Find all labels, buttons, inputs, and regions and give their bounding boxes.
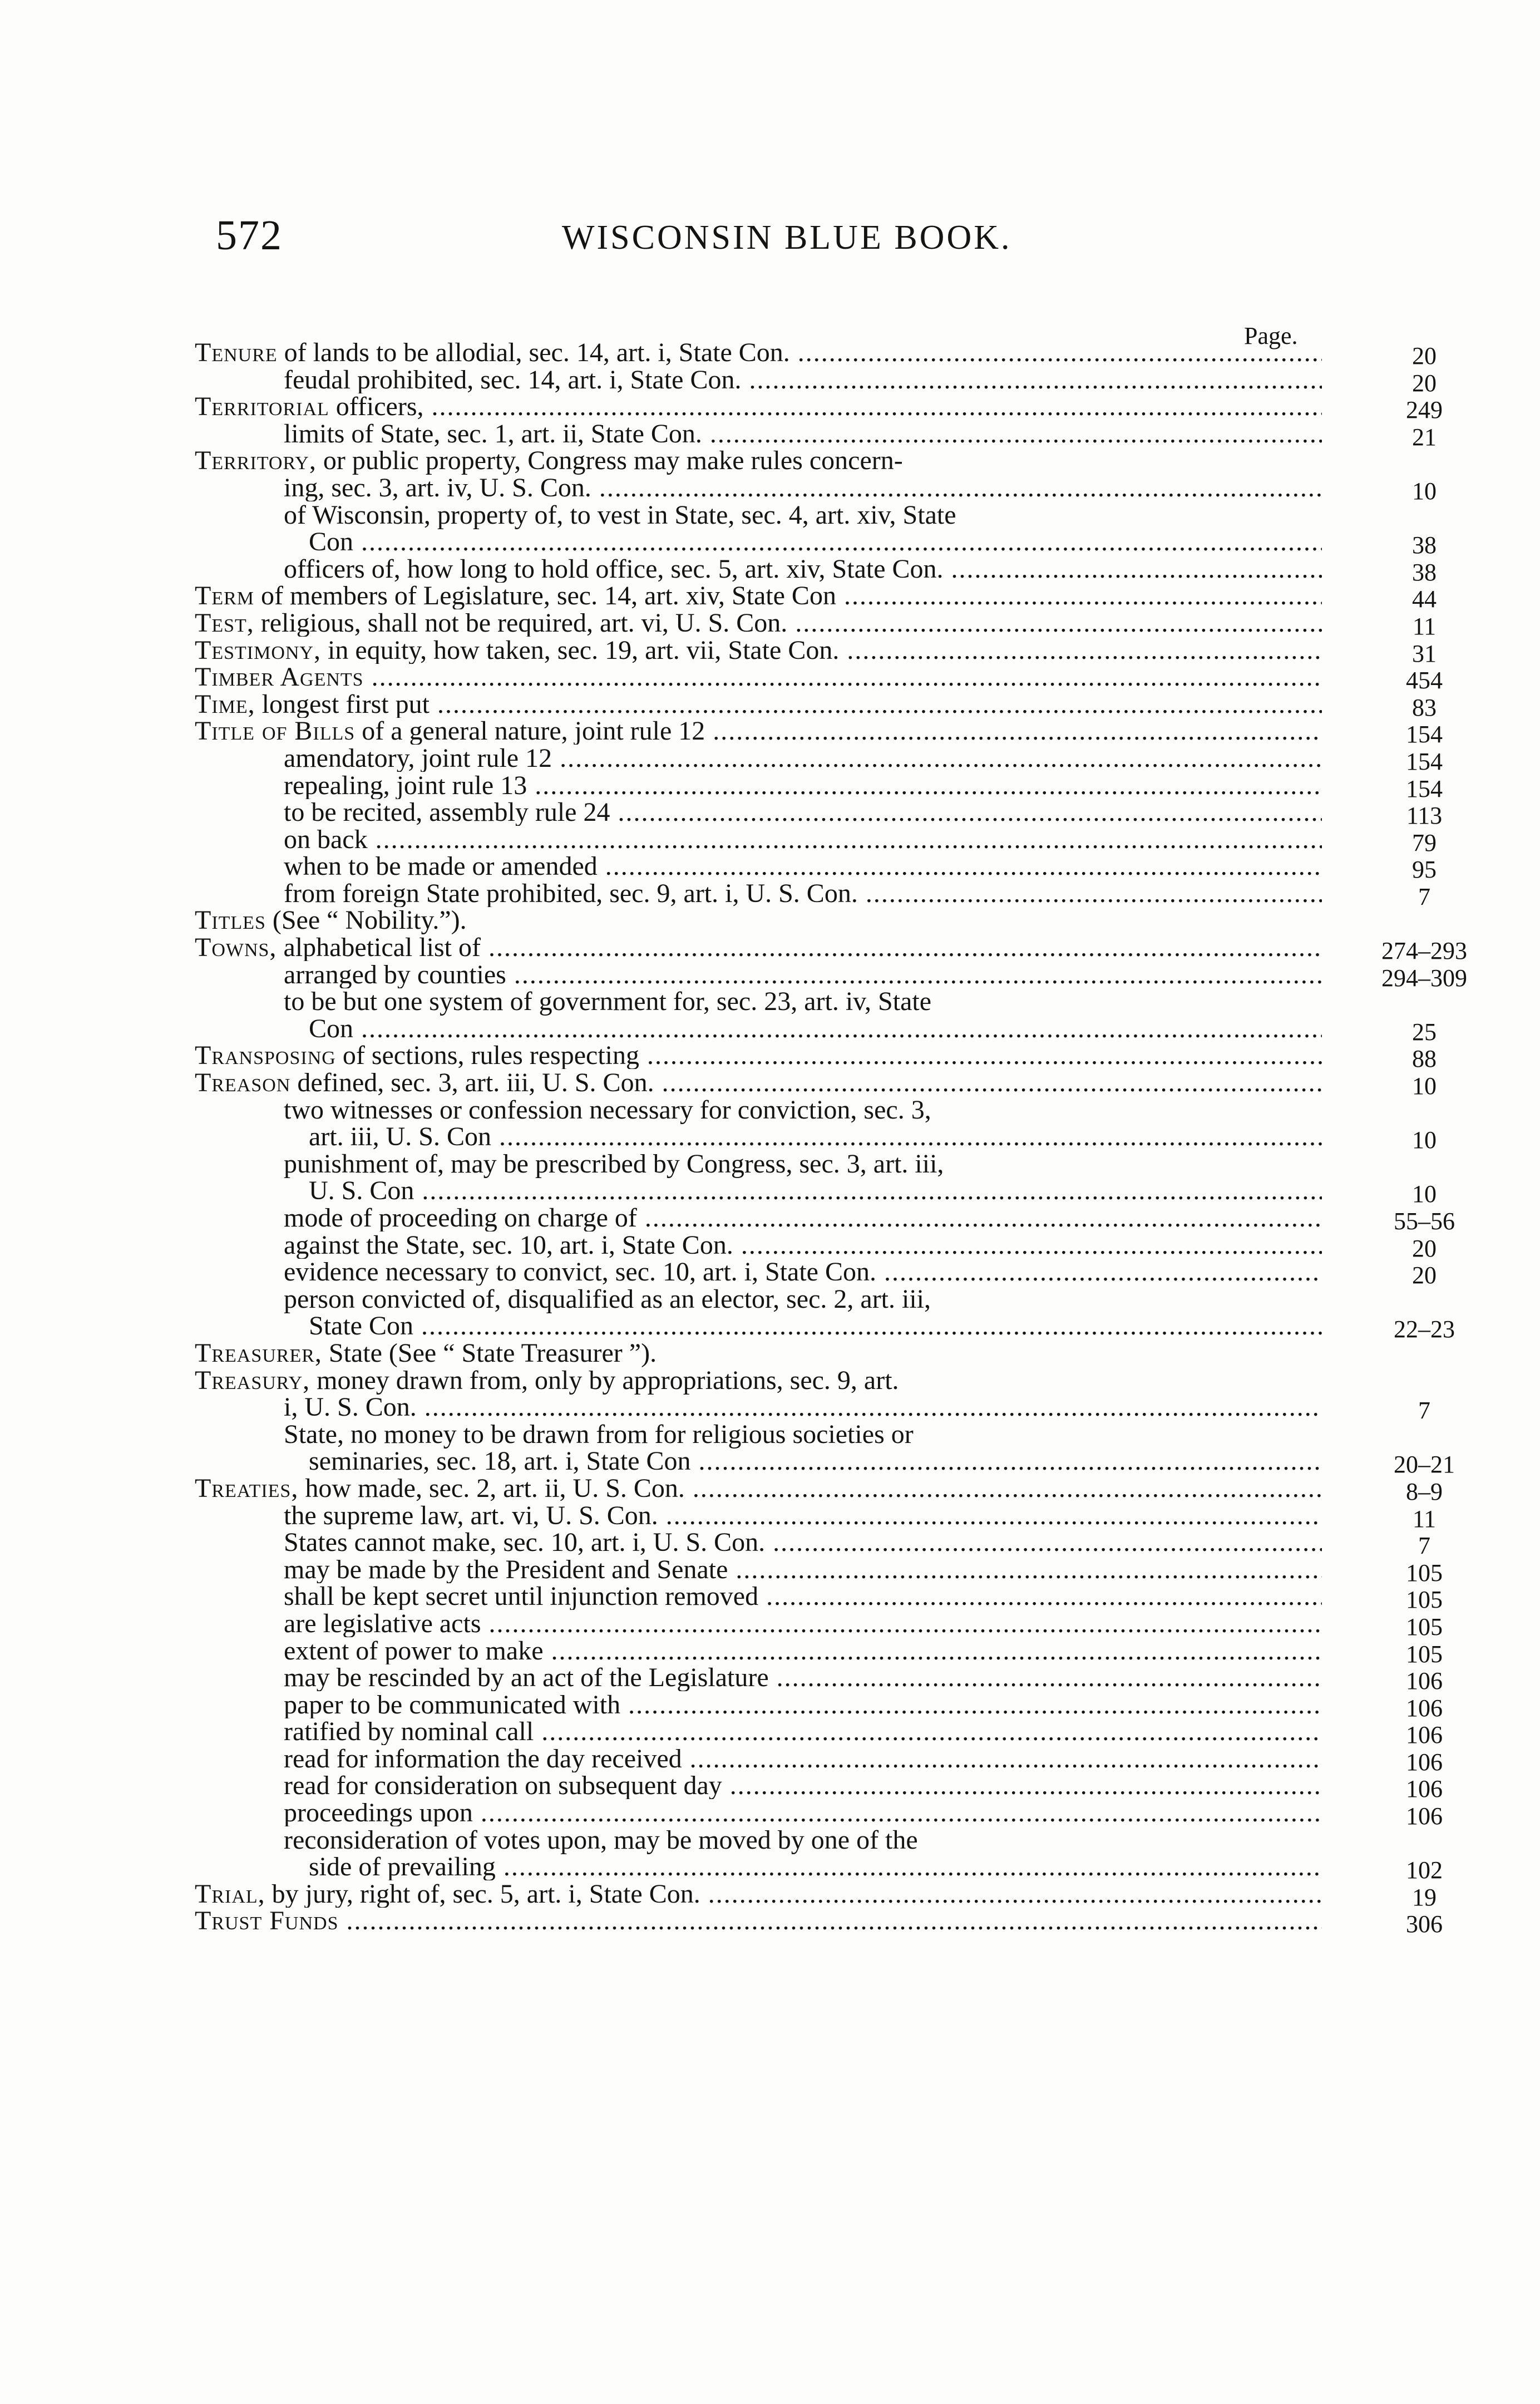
entry-line [195,1340,1322,1367]
entry-line [195,1178,1437,1208]
entry-heading: Test, [195,609,254,637]
page-reference: 22–23 [1394,1316,1455,1343]
index-entry [195,907,1322,934]
entry-body: shall be kept secret until injunction removed [284,1583,759,1610]
entry-line [195,664,1443,694]
entry-line [195,502,1322,529]
index-entry [195,880,1430,910]
page-reference: 95 [1412,856,1437,884]
entry-body: Con [309,529,354,556]
page-reference: 79 [1412,829,1437,856]
entry-body: States cannot make, sec. 10, art. i, U. S. Con. [284,1529,766,1556]
page-reference: 294–309 [1381,964,1467,992]
entry-text [195,1259,1322,1285]
entry-text [195,1908,1322,1934]
index-list [195,339,1467,1938]
page-reference: 88 [1412,1045,1437,1073]
entry-line [195,799,1443,830]
entry-body: money drawn from, only by appropriations, sec. 9, art. [317,1365,899,1395]
entry-line [195,1015,1437,1046]
page-reference: 454 [1406,667,1443,694]
entry-body: ratified by nominal call [284,1718,534,1746]
entry-text [195,1556,1322,1583]
page-reference: 105 [1406,1613,1443,1641]
page-reference: 38 [1412,531,1437,559]
entry-body: paper to be communicated with [284,1691,621,1718]
index-entry [195,1556,1443,1587]
index-entry [195,1042,1437,1073]
page-reference: 106 [1406,1748,1443,1776]
entry-line [195,826,1437,856]
entry-text [195,339,1322,366]
entry-text [195,1367,1322,1394]
index-entry [195,1231,1437,1262]
entry-line [195,1313,1455,1343]
index-entry [195,664,1443,694]
entry-body: alphabetical list of [283,934,481,962]
entry-heading: Title of Bills [195,718,356,745]
entry-text [195,1827,1322,1854]
entry-heading: Treasurer, [195,1338,322,1368]
page-reference: 106 [1406,1721,1443,1749]
index-entry [195,1691,1443,1722]
entry-text [195,1151,1322,1178]
index-entry [195,1610,1443,1641]
entry-line [195,1367,1322,1395]
entry-line [195,366,1437,397]
index-entry [195,555,1437,586]
entry-text [195,907,1322,934]
entry-heading: Transposing [195,1042,336,1070]
entry-heading: Testimony, [195,637,321,664]
index-entry [195,446,1437,505]
entry-text [195,826,1322,853]
entry-line [195,1475,1443,1505]
entry-body: longest first put [261,691,430,718]
page-reference: 8–9 [1406,1477,1443,1505]
entry-line [195,745,1443,775]
entry-body: or public property, Congress may make rules concern- [323,446,903,476]
entry-line [195,1664,1443,1695]
index-entry [195,1149,1437,1208]
page-reference: 102 [1406,1856,1443,1884]
entry-line [195,1259,1437,1289]
index-entry [195,1745,1443,1776]
index-entry [195,1502,1437,1533]
entry-heading: Treaties, [195,1475,299,1502]
entry-heading: Treason [195,1070,291,1097]
entry-text [195,962,1322,988]
entry-text [195,1772,1322,1799]
page-reference: 105 [1406,1559,1443,1587]
entry-body: side of prevailing [309,1854,496,1881]
entry-body: on back [284,826,368,853]
index-entry [195,718,1443,748]
entry-line [195,1097,1322,1124]
entry-line [195,691,1437,721]
page-reference: 20 [1412,1262,1437,1289]
entry-line [195,934,1467,965]
index-entry [195,366,1437,397]
entry-text [195,1313,1322,1339]
index-entry [195,1664,1443,1695]
entry-body: (See “ Nobility.”). [272,905,467,935]
entry-heading: Titles [195,905,266,935]
entry-body: to be but one system of government for, sec. 23, art. iv, State [284,987,932,1017]
entry-text [195,1692,1322,1718]
entry-text [195,1529,1322,1556]
index-entry [195,1637,1443,1668]
entry-heading: Trial, [195,1880,265,1908]
entry-line [195,339,1437,370]
page-reference: 20 [1412,1234,1437,1262]
entry-heading: Term [195,583,254,610]
page-reference: 38 [1412,558,1437,586]
entry-text [195,1881,1322,1908]
entry-body: ing, sec. 3, art. iv, U. S. Con. [284,474,591,501]
entry-line [195,609,1437,640]
entry-body: by jury, right of, sec. 5, art. i, State Con. [272,1880,700,1908]
index-entry [195,1284,1455,1343]
page-reference: 7 [1418,1532,1430,1560]
entry-line [195,420,1437,451]
index-entry [195,583,1437,613]
entry-body: when to be made or amended [284,853,598,880]
index-entry [195,1583,1443,1614]
entry-body: the supreme law, art. vi, U. S. Con. [284,1502,658,1529]
entry-line [195,880,1430,910]
entry-text [195,853,1322,880]
entry-text [195,1205,1322,1231]
page-reference: 105 [1406,1640,1443,1668]
entry-heading: Territory, [195,446,317,476]
entry-line [195,1394,1430,1425]
entry-body: repealing, joint rule 13 [284,772,527,799]
entry-body: defined, sec. 3, art. iii, U. S. Con. [297,1070,654,1097]
entry-text [195,475,1322,501]
entry-body: officers of, how long to hold office, sec. 5, art. xiv, State Con. [284,555,944,583]
entry-line [195,1718,1443,1749]
entry-line [195,1854,1443,1884]
index-entry [195,772,1443,802]
entry-text [195,691,1322,718]
page-reference: 154 [1406,747,1443,775]
entry-text [195,1042,1322,1069]
index-entry [195,1419,1455,1479]
index-entry [195,826,1437,856]
entry-line [195,1637,1443,1668]
page-reference: 106 [1406,1667,1443,1695]
page-reference: 306 [1406,1910,1443,1938]
entry-text [195,1286,1322,1313]
index-entry [195,987,1437,1046]
page-reference: 83 [1412,693,1437,721]
entry-body: of Wisconsin, property of, to vest in State, sec. 4, art. xiv, State [284,500,956,530]
entry-text [195,1664,1322,1691]
entry-line [195,1800,1443,1830]
entry-text [195,1421,1322,1448]
entry-text [195,1340,1322,1367]
index-entry [195,1825,1443,1884]
entry-text [195,718,1322,745]
page-reference: 25 [1412,1018,1437,1046]
page-reference: 20–21 [1394,1451,1455,1479]
entry-line [195,853,1437,884]
entry-line [195,1772,1443,1803]
entry-body: extent of power to make [284,1637,544,1664]
entry-body: how made, sec. 2, art. ii, U. S. Con. [305,1475,685,1502]
entry-line [195,529,1437,559]
entry-body: mode of proceeding on charge of [284,1205,637,1231]
index-entry [195,1800,1443,1830]
index-entry [195,961,1467,992]
entry-line [195,988,1322,1016]
entry-line [195,1151,1322,1178]
entry-line [195,1583,1443,1614]
entry-text [195,637,1322,664]
entry-body: evidence necessary to convict, sec. 10, art. i, State Con. [284,1259,876,1286]
page-reference: 106 [1406,1694,1443,1722]
page-reference: 274–293 [1381,937,1467,965]
entry-body: are legislative acts [284,1610,481,1637]
entry-body: seminaries, sec. 18, art. i, State Con [309,1448,691,1475]
entry-body: of lands to be allodial, sec. 14, art. i, State Con. [284,339,790,366]
page-reference: 7 [1418,1397,1430,1425]
entry-body: proceedings upon [284,1800,473,1827]
page-reference: 21 [1412,423,1437,451]
entry-text [195,1475,1322,1502]
entry-body: U. S. Con [309,1178,414,1205]
entry-text [195,1610,1322,1637]
entry-body: religious, shall not be required, art. vi, U. S. Con. [260,609,788,637]
entry-body: in equity, how taken, sec. 19, art. vii, State Con. [327,637,840,664]
entry-line [195,1529,1430,1560]
entry-body: Con [309,1015,354,1042]
entry-line [195,1205,1455,1235]
index-entry [195,934,1467,965]
entry-text [195,583,1322,609]
entry-text [195,1718,1322,1745]
index-entry [195,339,1437,370]
index-entry [195,1259,1437,1289]
entry-text [195,1854,1322,1880]
page-reference: 154 [1406,721,1443,748]
index-entry [195,691,1437,721]
entry-body: reconsideration of votes upon, may be moved by one of the [284,1825,918,1855]
page-number: 572 [216,212,283,259]
entry-body: feudal prohibited, sec. 14, art. i, State Con. [284,366,742,393]
page-reference: 44 [1412,585,1437,613]
entry-text [195,1583,1322,1610]
index-entry [195,1095,1437,1154]
page-reference: 20 [1412,342,1437,370]
page-reference: 55–56 [1394,1208,1455,1235]
entry-body: may be made by the President and Senate [284,1556,728,1583]
page-reference: 10 [1412,1180,1437,1208]
entry-body: of a general nature, joint rule 12 [362,718,705,745]
entry-text [195,1448,1322,1475]
index-entry [195,420,1437,451]
page-reference: 19 [1412,1883,1437,1911]
entry-heading: Treasury, [195,1365,310,1395]
entry-line [195,393,1443,424]
entry-line [195,1448,1455,1479]
index-entry [195,393,1443,424]
entry-text [195,1394,1322,1421]
entry-text [195,1638,1322,1664]
entry-text [195,1016,1322,1042]
page-reference: 7 [1418,883,1430,910]
entry-line [195,1042,1437,1073]
index-entry [195,609,1437,640]
entry-text [195,799,1322,826]
entry-body: from foreign State prohibited, sec. 9, art. i, U. S. Con. [284,880,858,907]
entry-body: officers, [335,393,424,421]
entry-line [195,961,1467,992]
entry-line [195,1880,1437,1911]
entry-line [195,1745,1443,1776]
page-reference: 106 [1406,1802,1443,1830]
entry-heading: Time, [195,691,255,718]
entry-text [195,1502,1322,1529]
entry-text [195,1124,1322,1150]
entry-body: may be rescinded by an act of the Legislature [284,1664,769,1692]
entry-line [195,907,1322,934]
entry-heading: Timber Agents [195,664,364,691]
entry-line [195,1556,1443,1587]
entry-body: person convicted of, disqualified as an elector, sec. 2, art. iii, [284,1284,931,1314]
page-reference: 249 [1406,396,1443,424]
index-entry [195,1908,1443,1938]
index-entry [195,745,1443,775]
entry-text [195,1097,1322,1124]
entry-text [195,610,1322,637]
entry-line [195,1231,1437,1262]
entry-line [195,447,1322,475]
page-reference: 10 [1412,1072,1437,1100]
entry-body: of sections, rules respecting [342,1042,640,1070]
entry-text [195,447,1322,474]
entry-heading: Trust Funds [195,1908,339,1935]
entry-text [195,502,1322,529]
entry-body: art. iii, U. S. Con [309,1124,492,1151]
entry-text [195,421,1322,447]
entry-body: State (See “ State Treasurer ”). [328,1338,657,1368]
entry-body: two witnesses or confession necessary for conviction, sec. 3, [284,1095,931,1125]
page-reference: 113 [1406,802,1443,830]
index-entry [195,1475,1443,1505]
index-entry [195,1880,1437,1911]
page-reference: 31 [1412,639,1437,667]
entry-heading: Tenure [195,339,278,366]
entry-text [195,988,1322,1015]
entry-body: amendatory, joint rule 12 [284,745,552,772]
entry-line [195,583,1437,613]
page-reference: 11 [1412,1505,1437,1533]
entry-text [195,529,1322,555]
page-reference: 105 [1406,1586,1443,1614]
entry-body: to be recited, assembly rule 24 [284,799,610,826]
entry-line [195,1908,1443,1938]
entry-text [195,556,1322,583]
entry-text [195,1746,1322,1772]
page-reference: 20 [1412,369,1437,397]
entry-text [195,1800,1322,1826]
entry-line [195,1827,1322,1854]
running-title: WISCONSIN BLUE BOOK. [562,219,1012,257]
index-entry [195,1205,1455,1235]
entry-line [195,718,1443,748]
entry-body: of members of Legislature, sec. 14, art. xiv, State Con [261,583,836,610]
entry-body: punishment of, may be prescribed by Congress, sec. 3, art. iii, [284,1149,944,1179]
entry-heading: Territorial [195,393,329,421]
entry-line [195,772,1443,802]
entry-line [195,474,1437,505]
index-entry [195,500,1437,559]
entry-body: against the State, sec. 10, art. i, State Con. [284,1231,733,1259]
entry-heading: Towns, [195,934,277,962]
entry-text [195,934,1322,961]
entry-line [195,1421,1322,1449]
index-entry [195,1772,1443,1803]
entry-text [195,745,1322,772]
entry-text [195,367,1322,393]
entry-text [195,1232,1322,1259]
entry-line [195,1286,1322,1313]
entry-text [195,880,1322,907]
page-reference: 10 [1412,477,1437,505]
entry-line [195,1502,1437,1533]
entry-line [195,637,1437,667]
index-entry [195,799,1443,830]
index-entry [195,853,1437,884]
entry-body: i, U. S. Con. [284,1394,417,1421]
entry-body: read for consideration on subsequent day [284,1772,722,1800]
page-reference: 154 [1406,775,1443,802]
page-reference: 11 [1412,612,1437,640]
index-entry [195,1340,1322,1367]
entry-text [195,1178,1322,1204]
index-entry [195,637,1437,667]
entry-body: limits of State, sec. 1, art. ii, State Con. [284,420,702,447]
index-entry [195,1070,1437,1100]
page-reference: 106 [1406,1775,1443,1803]
index-entry [195,1529,1430,1560]
index-entry [195,1365,1430,1425]
entry-body: State Con [309,1313,413,1340]
entry-body: read for information the day received [284,1745,682,1772]
entry-body: State, no money to be drawn from for religious societies or [284,1419,914,1449]
entry-text [195,1070,1322,1096]
entry-text [195,664,1322,691]
entry-line [195,1691,1443,1722]
entry-text [195,772,1322,799]
entry-body: arranged by counties [284,961,506,988]
entry-line [195,1610,1443,1641]
entry-text [195,393,1322,420]
entry-line [195,1124,1437,1154]
page-column-label: Page. [1244,322,1298,349]
page-reference: 10 [1412,1126,1437,1154]
entry-line [195,555,1437,586]
entry-line [195,1070,1437,1100]
index-entry [195,1718,1443,1749]
